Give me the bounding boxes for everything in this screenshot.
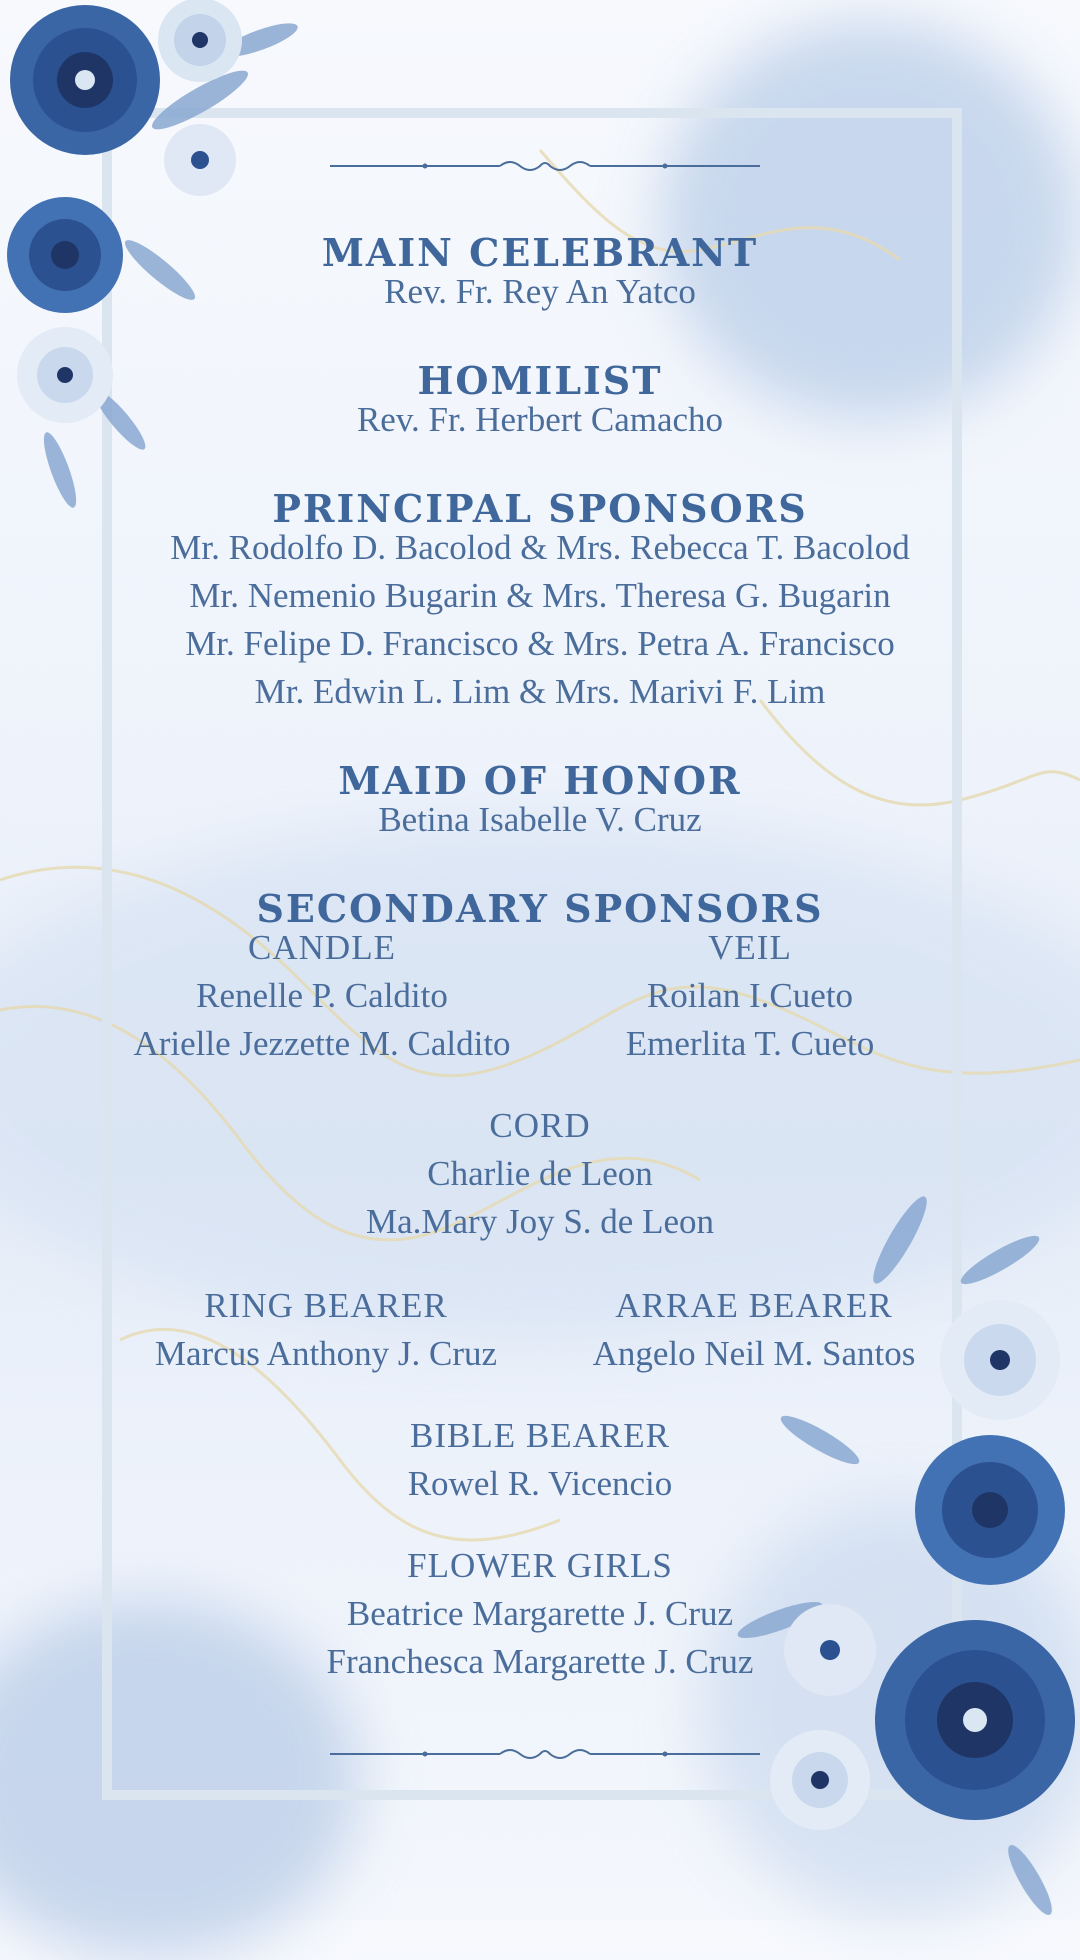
homilist-name: Rev. Fr. Herbert Camacho — [356, 400, 724, 439]
candle-sponsor-name: Arielle Jezzette M. Caldito — [133, 1024, 511, 1063]
principal-sponsor-couple: Mr. Felipe D. Francisco & Mrs. Petra A. Francisco — [185, 624, 895, 663]
flower-girls-label: FLOWER GIRLS — [407, 1546, 673, 1585]
main-celebrant-heading: MAIN CELEBRANT — [321, 230, 759, 275]
veil-label: VEIL — [708, 928, 792, 967]
veil-sponsor-name: Emerlita T. Cueto — [625, 1024, 875, 1063]
principal-sponsors-heading: PRINCIPAL SPONSORS — [272, 486, 808, 531]
principal-sponsor-couple: Mr. Rodolfo D. Bacolod & Mrs. Rebecca T. Bacolod — [170, 528, 910, 567]
cord-sponsor-name: Ma.Mary Joy S. de Leon — [365, 1202, 714, 1241]
candle-label: CANDLE — [248, 928, 396, 967]
ring-bearer-label: RING BEARER — [204, 1286, 448, 1325]
flower-girl-name: Beatrice Margarette J. Cruz — [346, 1594, 734, 1633]
arrae-bearer-name: Angelo Neil M. Santos — [592, 1334, 916, 1373]
bible-bearer-label: BIBLE BEARER — [410, 1416, 670, 1455]
maid-of-honor-name: Betina Isabelle V. Cruz — [378, 800, 702, 839]
arrae-bearer-label: ARRAE BEARER — [615, 1286, 893, 1325]
maid-of-honor-heading: MAID OF HONOR — [338, 758, 742, 803]
secondary-sponsors-heading: SECONDARY SPONSORS — [256, 886, 824, 931]
main-celebrant-name: Rev. Fr. Rey An Yatco — [384, 272, 696, 311]
bible-bearer-name: Rowel R. Vicencio — [407, 1464, 673, 1503]
ring-bearer-name: Marcus Anthony J. Cruz — [154, 1334, 498, 1373]
homilist-heading: HOMILIST — [417, 358, 663, 403]
principal-sponsor-couple: Mr. Edwin L. Lim & Mrs. Marivi F. Lim — [254, 672, 826, 711]
candle-sponsor-name: Renelle P. Caldito — [196, 976, 448, 1015]
cord-sponsor-name: Charlie de Leon — [427, 1154, 653, 1193]
cord-label: CORD — [489, 1106, 591, 1145]
veil-sponsor-name: Roilan I.Cueto — [646, 976, 854, 1015]
flower-girl-name: Franchesca Margarette J. Cruz — [326, 1642, 754, 1681]
principal-sponsor-couple: Mr. Nemenio Bugarin & Mrs. Theresa G. Bugarin — [189, 576, 891, 615]
